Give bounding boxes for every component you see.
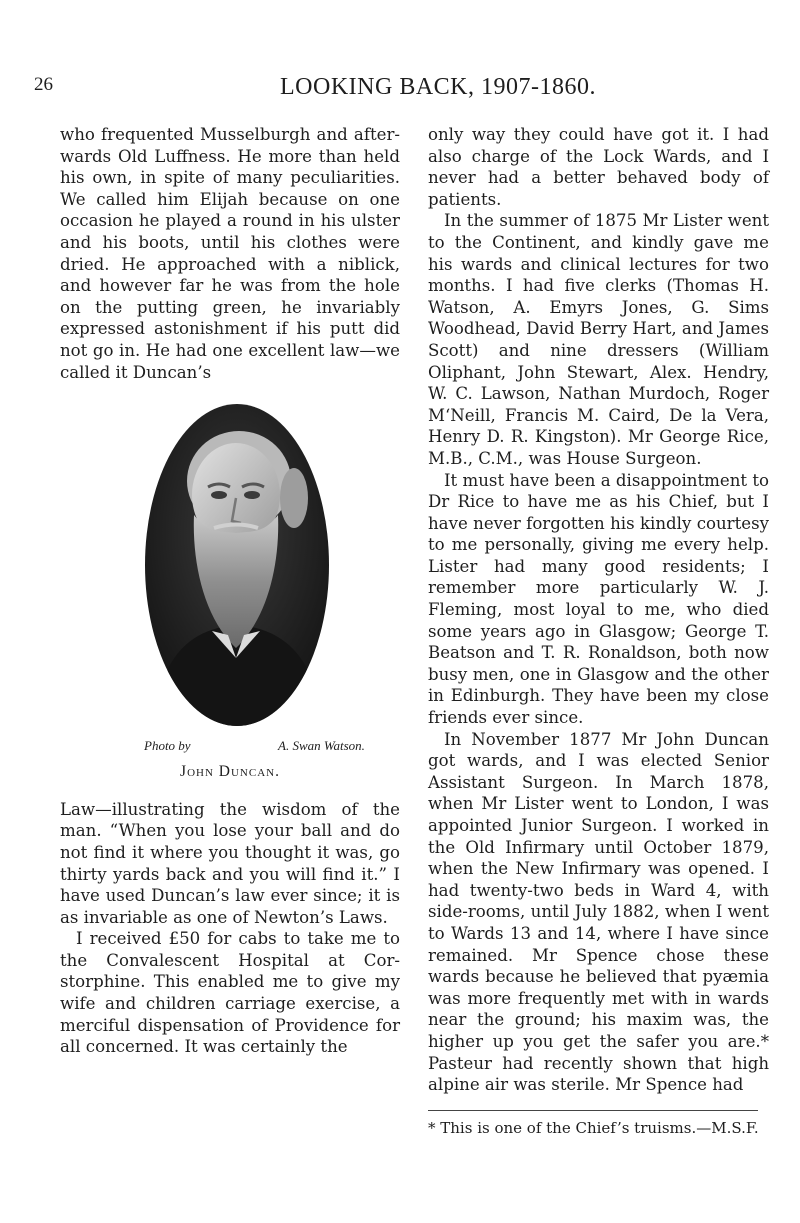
portrait-figure (60, 403, 400, 783)
photo-credit (60, 735, 400, 755)
page-number: 26 (34, 74, 53, 95)
footnote-rule (428, 1110, 758, 1111)
page-header (34, 74, 754, 104)
photo-credit-label: Photo by (144, 738, 191, 754)
right-paragraph-3: It must have been a disappointment to Dr Rice to have me as his Chief, but I have never forgotten his kindly courtesy to me personally, giving me every help. Lister had many good residents; I remember more particularly W. J. Fleming, most loyal to me, who died some years ago in Glasgow; George T. Beatson and T. R. Ronaldson, both now busy men, one in Glasgow and the other in Edinburgh. They have been my close friends ever since. (428, 470, 769, 728)
left-paragraph-3: I received £50 for cabs to take me to the Convalescent Hospital at Corstorphine. This enabled me to give my wife and children carriage exercise, a merciful dispensation of Providence for all concerned. It was certainly the (60, 929, 400, 1057)
right-column (428, 124, 769, 1138)
left-paragraph-2: Law—illustrating the wisdom of the man. “When you lose your ball and do not find it where you thought it was, go thirty yards back and you will find it.” I have used Duncan’s law ever since; it is as invariable as one of Newton’s Laws. (60, 799, 400, 927)
left-column (60, 124, 400, 1058)
right-paragraph-2: In the summer of 1875 Mr Lister went to the Continent, and kindly gave me his wards and clinical lectures for two months. I had five clerks (Thomas H. Watson, A. Emyrs Jones, G. Sims Woodhead, David Berry Hart, and James Scott) and nine dressers (William Oliphant, John Stewart, Alex. Hendry, W. C. Lawson, Nathan Murdoch, Roger M‘Neill, Francis M. Caird, De la Vera, Henry D. R. Kingston). Mr George Rice, M.B., C.M., was House Surgeon. (428, 211, 770, 468)
photographer-name: A. Swan Watson. (278, 738, 365, 754)
portrait-photo (144, 403, 330, 727)
footnote: * This is one of the Chief’s truisms.—M.S.F. (428, 1118, 759, 1137)
right-paragraph-4: In November 1877 Mr John Duncan got wards, and I was elected Senior Assistant Surgeon. In March 1878, when Mr Lister went to London, I was appointed Junior Surgeon. I worked in the Old Infirmary until October 1879, when the New Infirmary was opened. I had twenty-two beds in Ward 4, with side-rooms, until July 1882, when I went to Wards 13 and 14, where I have since remained. Mr Spence chose these wards because he believed that pyæmia was more frequently met with in wards near the ground; his maxim was, the higher up you get the safer you are.* Pasteur had recently shown that high alpine air was sterile. Mr Spence had (428, 729, 769, 1095)
running-head: LOOKING BACK, 1907-1860. (280, 74, 596, 100)
right-paragraph-1: only way they could have got it. I had also charge of the Lock Wards, and I never had a better behaved body of patients. (428, 125, 769, 209)
figure-caption: John Duncan. (180, 763, 280, 781)
left-paragraph-1: who frequented Musselburgh and afterwards Old Luffness. He more than held his own, in spite of many peculiarities. We called him Elijah because on one occasion he played a round in his ulster and his boots, until his clothes were dried. He approached with a niblick, and however far he was from the hole on the putting green, he invariably expressed astonishment if his putt did not go in. He had one excellent law—we called it Duncan’s (60, 125, 400, 382)
